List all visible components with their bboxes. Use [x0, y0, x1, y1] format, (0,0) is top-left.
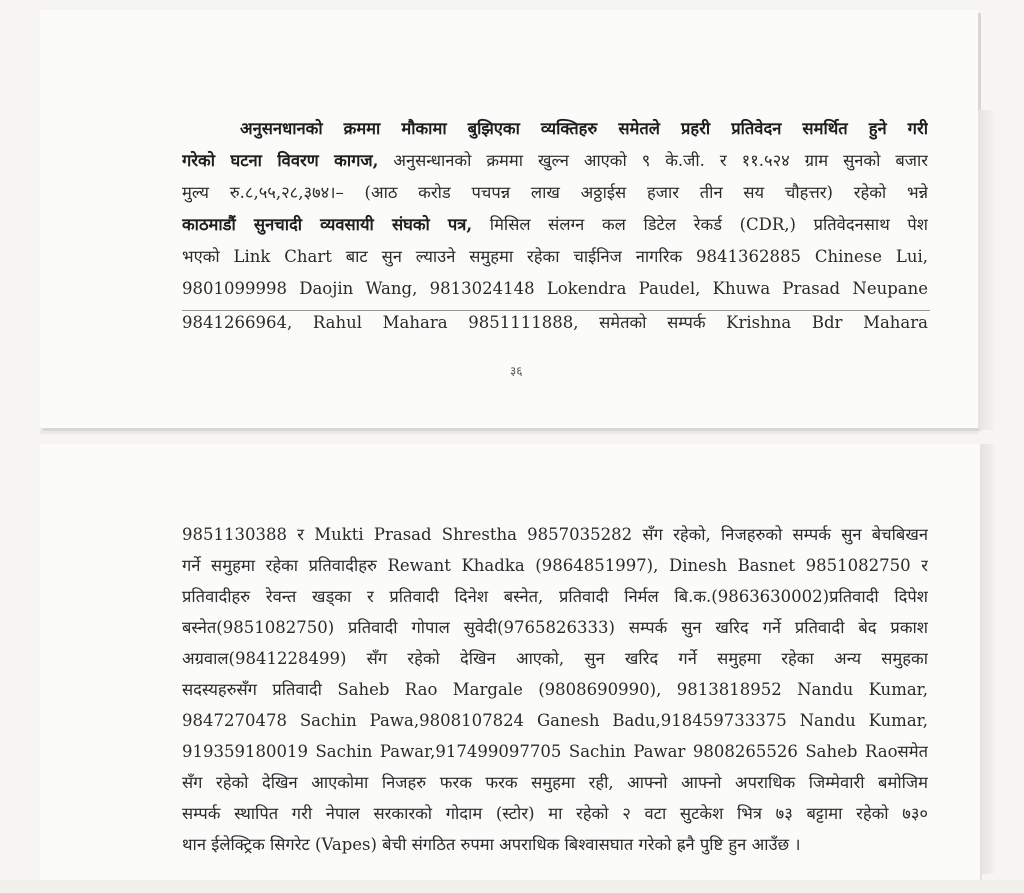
page-edge-shadow [978, 110, 994, 430]
underline-rule [182, 310, 930, 311]
line-segment: मिसिल संलग्न कल डिटेल रेकर्ड (CDR,) प्रतिवेदनसाथ पेश [472, 215, 928, 234]
line-segment: मुल्य रु.८,५५,२८,३७४।– (आठ करोड पचपन्न लाख अठ्ठाईस हजार तीन सय चौहत्तर) रहेको भन्ने [182, 183, 928, 202]
paragraph-line-11: थान ईलेक्ट्रिक सिगरेट (Vapes) बेची संगठित रुपमा अपराधिक बिश्वासघात गरेको ह्रनै पुष्टि हुन आउँछ । [182, 835, 801, 854]
paragraph-line-1 [240, 118, 928, 140]
document-page-bottom [40, 444, 980, 884]
line-segment: 9801099998 Daojin Wang, 9813024148 Lokendra Paudel, Khuwa Prasad Neupane [182, 279, 928, 298]
paragraph-line-4: बस्नेत(9851082750) प्रतिवादी गोपाल सुवेदी(9765826333) सम्पर्क सुन खरिद गर्ने प्रतिवादी बेद प्रकाश [182, 618, 928, 637]
line-segment: अनुसन्धानको क्रममा खुल्न आएको ९ के.जी. र ११.५२४ ग्राम सुनको बजार [378, 151, 928, 170]
line-segment: भएको Link Chart बाट सुन ल्याउने समुहमा रहेका चाईनिज नागरिक 9841362885 Chinese Lui, [182, 247, 928, 266]
line-segment: 9841266964, Rahul Mahara 9851111888, समेतको सम्पर्क Krishna Bdr Mahara [182, 313, 928, 332]
line-segment-bold: अनुसनधानको क्रममा मौकामा बुझिएका व्यक्तिहरु समेतले प्रहरी प्रतिवेदन समर्थित हुने गरी [240, 119, 928, 138]
paragraph-line-2 [182, 150, 928, 172]
line-segment-bold: गरेको घटना विवरण कागज, [182, 151, 379, 170]
page-edge-shadow [980, 444, 994, 874]
paragraph-line-9: सँग रहेको देखिन आएकोमा निजहरु फरक फरक समुहमा रही, आफ्नो आफ्नो अपराधिक जिम्मेवारी बमोजिम [182, 773, 928, 792]
paragraph-line-7: 9847270478 Sachin Pawa,9808107824 Ganesh Badu,918459733375 Nandu Kumar, [182, 711, 928, 730]
paragraph-line-7 [182, 312, 928, 334]
paragraph-line-3 [182, 182, 928, 204]
paragraph-line-1: 9851130388 र Mukti Prasad Shrestha 9857035282 सँग रहेको, निजहरुको सम्पर्क सुन बेचबिखन [182, 525, 928, 544]
document-page-top [40, 10, 978, 428]
bottom-margin-strip [0, 880, 1024, 893]
paragraph-line-5: अग्रवाल(9841228499) सँग रहेको देखिन आएको, सुन खरिद गर्ने समुहमा रहेका अन्य समुहका [182, 649, 928, 668]
paragraph-line-4 [182, 214, 928, 236]
paragraph-line-5 [182, 246, 928, 268]
paragraph-line-8: 919359180019 Sachin Pawar,917499097705 Sachin Pawar 9808265526 Saheb Raoसमेत [182, 742, 928, 761]
paragraph-line-3: प्रतिवादीहरु रेवन्त खड्का र प्रतिवादी दिनेश बस्नेत, प्रतिवादी निर्मल बि.क.(9863630002)प्रतिवादी दिपेश [182, 587, 928, 606]
paragraph-line-2: गर्ने समुहमा रहेका प्रतिवादीहरु Rewant Khadka (9864851997), Dinesh Basnet 9851082750 र [182, 556, 928, 575]
paragraph-line-6: सदस्यहरुसँग प्रतिवादी Saheb Rao Margale (9808690990), 9813818952 Nandu Kumar, [182, 680, 928, 699]
line-segment-bold: काठमाडौं सुनचादी व्यवसायी संघको पत्र, [182, 215, 473, 234]
page-number: ३६ [510, 364, 523, 378]
paragraph-line-10: सम्पर्क स्थापित गरी नेपाल सरकारको गोदाम (स्टोर) मा रहेको २ वटा सुटकेश भित्र ७३ बट्टामा रहेको ७३० [182, 804, 928, 823]
paragraph-line-6 [182, 278, 928, 300]
